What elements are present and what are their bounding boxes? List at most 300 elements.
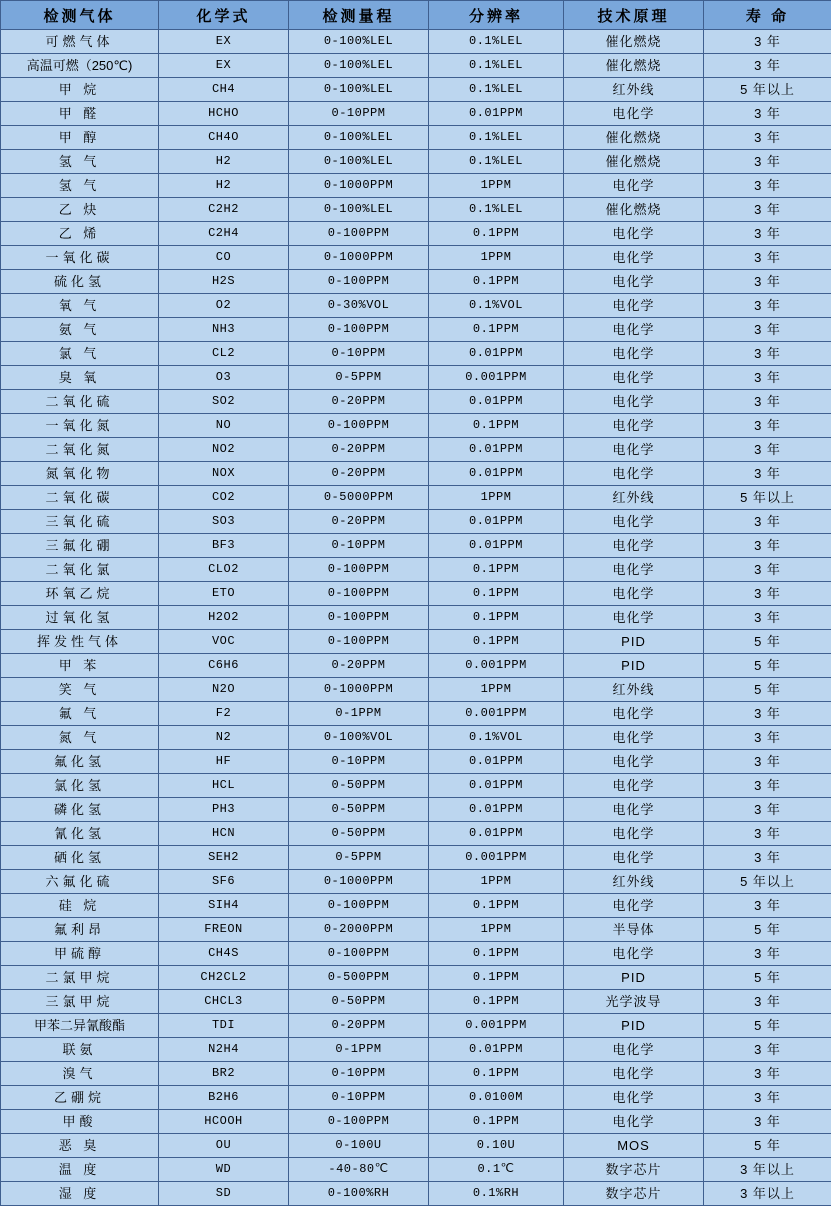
cell-principle: 数字芯片 xyxy=(564,1182,704,1206)
cell-life: 3 年 xyxy=(704,510,831,534)
cell-range: 0-100%LEL xyxy=(289,78,429,102)
table-row xyxy=(1,54,831,78)
table-body xyxy=(1,30,831,1206)
cell-principle: 电化学 xyxy=(564,102,704,126)
cell-life: 3 年 xyxy=(704,318,831,342)
cell-life: 3 年 xyxy=(704,990,831,1014)
cell-principle: MOS xyxy=(564,1134,704,1158)
cell-life: 5 年 xyxy=(704,654,831,678)
cell-range: 0-1000PPM xyxy=(289,246,429,270)
table-row xyxy=(1,750,831,774)
cell-range: 0-50PPM xyxy=(289,774,429,798)
cell-resolution: 0.01PPM xyxy=(429,822,564,846)
cell-name: 二氧化氯 xyxy=(1,558,159,582)
cell-formula: CH4 xyxy=(159,78,289,102)
cell-principle: 电化学 xyxy=(564,1110,704,1134)
table-row xyxy=(1,798,831,822)
cell-formula: CO xyxy=(159,246,289,270)
cell-range: 0-20PPM xyxy=(289,654,429,678)
cell-life: 3 年 xyxy=(704,942,831,966)
cell-formula: HCN xyxy=(159,822,289,846)
cell-principle: 电化学 xyxy=(564,318,704,342)
cell-life: 5 年以上 xyxy=(704,486,831,510)
cell-life: 3 年 xyxy=(704,102,831,126)
cell-range: 0-1PPM xyxy=(289,1038,429,1062)
table-row xyxy=(1,822,831,846)
cell-principle: 电化学 xyxy=(564,510,704,534)
cell-formula: N2O xyxy=(159,678,289,702)
cell-name: 甲 苯 xyxy=(1,654,159,678)
cell-name: 硅 烷 xyxy=(1,894,159,918)
table-row xyxy=(1,870,831,894)
cell-name: 氢 气 xyxy=(1,150,159,174)
table-row xyxy=(1,270,831,294)
cell-range: 0-10PPM xyxy=(289,750,429,774)
cell-name: 高温可燃（250℃) xyxy=(1,54,159,78)
table-row xyxy=(1,1086,831,1110)
cell-principle: 电化学 xyxy=(564,774,704,798)
cell-formula: CH4S xyxy=(159,942,289,966)
cell-name: 乙 烯 xyxy=(1,222,159,246)
cell-resolution: 0.1PPM xyxy=(429,1110,564,1134)
cell-formula: F2 xyxy=(159,702,289,726)
cell-formula: WD xyxy=(159,1158,289,1182)
table-row xyxy=(1,366,831,390)
cell-range: 0-100PPM xyxy=(289,414,429,438)
cell-life: 3 年 xyxy=(704,750,831,774)
cell-principle: 催化燃烧 xyxy=(564,54,704,78)
cell-range: 0-1000PPM xyxy=(289,678,429,702)
cell-principle: 红外线 xyxy=(564,78,704,102)
cell-principle: 电化学 xyxy=(564,1086,704,1110)
cell-resolution: 0.1%VOL xyxy=(429,726,564,750)
cell-life: 5 年 xyxy=(704,918,831,942)
cell-life: 3 年 xyxy=(704,822,831,846)
cell-range: 0-20PPM xyxy=(289,438,429,462)
cell-range: 0-100PPM xyxy=(289,222,429,246)
table-row xyxy=(1,78,831,102)
cell-resolution: 0.01PPM xyxy=(429,750,564,774)
cell-life: 3 年 xyxy=(704,438,831,462)
cell-life: 5 年以上 xyxy=(704,870,831,894)
cell-range: 0-1000PPM xyxy=(289,870,429,894)
cell-life: 3 年 xyxy=(704,390,831,414)
cell-resolution: 0.01PPM xyxy=(429,510,564,534)
cell-resolution: 0.1%VOL xyxy=(429,294,564,318)
cell-name: 磷化氢 xyxy=(1,798,159,822)
cell-formula: CH2CL2 xyxy=(159,966,289,990)
cell-life: 3 年 xyxy=(704,702,831,726)
table-row xyxy=(1,558,831,582)
cell-range: 0-10PPM xyxy=(289,534,429,558)
cell-principle: 电化学 xyxy=(564,750,704,774)
cell-name: 甲硫醇 xyxy=(1,942,159,966)
table-row xyxy=(1,1110,831,1134)
cell-name: 氟 气 xyxy=(1,702,159,726)
cell-resolution: 0.1%LEL xyxy=(429,54,564,78)
cell-name: 二氯甲烷 xyxy=(1,966,159,990)
cell-formula: HCHO xyxy=(159,102,289,126)
table-row xyxy=(1,438,831,462)
table-row xyxy=(1,702,831,726)
cell-name: 六氟化硫 xyxy=(1,870,159,894)
cell-resolution: 0.01PPM xyxy=(429,438,564,462)
cell-life: 3 年 xyxy=(704,894,831,918)
cell-resolution: 1PPM xyxy=(429,174,564,198)
cell-formula: NO2 xyxy=(159,438,289,462)
table-row xyxy=(1,1062,831,1086)
cell-formula: SO2 xyxy=(159,390,289,414)
cell-resolution: 0.01PPM xyxy=(429,798,564,822)
cell-range: 0-20PPM xyxy=(289,510,429,534)
cell-life: 3 年 xyxy=(704,150,831,174)
cell-life: 3 年 xyxy=(704,558,831,582)
cell-formula: HCOOH xyxy=(159,1110,289,1134)
cell-formula: EX xyxy=(159,54,289,78)
table-row xyxy=(1,966,831,990)
cell-principle: PID xyxy=(564,630,704,654)
cell-formula: CLO2 xyxy=(159,558,289,582)
cell-principle: 电化学 xyxy=(564,606,704,630)
cell-formula: SIH4 xyxy=(159,894,289,918)
cell-life: 3 年 xyxy=(704,294,831,318)
column-header-formula: 化学式 xyxy=(159,1,289,30)
cell-resolution: 0.1PPM xyxy=(429,582,564,606)
cell-resolution: 0.1%RH xyxy=(429,1182,564,1206)
cell-resolution: 0.1%LEL xyxy=(429,126,564,150)
cell-formula: H2O2 xyxy=(159,606,289,630)
cell-formula: CHCL3 xyxy=(159,990,289,1014)
cell-name: 乙硼烷 xyxy=(1,1086,159,1110)
cell-formula: H2 xyxy=(159,174,289,198)
cell-formula: NH3 xyxy=(159,318,289,342)
cell-life: 3 年 xyxy=(704,798,831,822)
cell-formula: SEH2 xyxy=(159,846,289,870)
cell-principle: 电化学 xyxy=(564,534,704,558)
cell-life: 3 年 xyxy=(704,174,831,198)
cell-range: 0-100%RH xyxy=(289,1182,429,1206)
cell-range: 0-1PPM xyxy=(289,702,429,726)
cell-formula: HF xyxy=(159,750,289,774)
cell-name: 湿 度 xyxy=(1,1182,159,1206)
cell-range: 0-50PPM xyxy=(289,798,429,822)
cell-range: -40-80℃ xyxy=(289,1158,429,1182)
cell-resolution: 0.1PPM xyxy=(429,990,564,1014)
cell-life: 5 年 xyxy=(704,1014,831,1038)
cell-range: 0-50PPM xyxy=(289,822,429,846)
table-row xyxy=(1,630,831,654)
cell-name: 联氨 xyxy=(1,1038,159,1062)
cell-formula: OU xyxy=(159,1134,289,1158)
cell-resolution: 0.1℃ xyxy=(429,1158,564,1182)
cell-resolution: 0.01PPM xyxy=(429,774,564,798)
cell-life: 3 年 xyxy=(704,54,831,78)
cell-resolution: 0.0100M xyxy=(429,1086,564,1110)
cell-life: 3 年 xyxy=(704,582,831,606)
cell-life: 3 年 xyxy=(704,846,831,870)
cell-principle: 电化学 xyxy=(564,294,704,318)
cell-name: 二氧化氮 xyxy=(1,438,159,462)
table-row xyxy=(1,606,831,630)
cell-principle: 电化学 xyxy=(564,366,704,390)
table-row xyxy=(1,1158,831,1182)
cell-life: 3 年 xyxy=(704,342,831,366)
cell-resolution: 0.001PPM xyxy=(429,654,564,678)
table-row xyxy=(1,1134,831,1158)
cell-name: 二氧化硫 xyxy=(1,390,159,414)
cell-life: 3 年 xyxy=(704,462,831,486)
cell-name: 氧 气 xyxy=(1,294,159,318)
cell-name: 氯化氢 xyxy=(1,774,159,798)
cell-range: 0-2000PPM xyxy=(289,918,429,942)
table-row xyxy=(1,150,831,174)
cell-resolution: 1PPM xyxy=(429,918,564,942)
cell-resolution: 0.1PPM xyxy=(429,222,564,246)
cell-range: 0-100PPM xyxy=(289,582,429,606)
cell-range: 0-100PPM xyxy=(289,630,429,654)
cell-life: 3 年 xyxy=(704,126,831,150)
table-row xyxy=(1,246,831,270)
cell-principle: 红外线 xyxy=(564,678,704,702)
cell-principle: 电化学 xyxy=(564,558,704,582)
table-row xyxy=(1,174,831,198)
table-row xyxy=(1,582,831,606)
cell-name: 硫化氢 xyxy=(1,270,159,294)
cell-name: 恶 臭 xyxy=(1,1134,159,1158)
cell-principle: 电化学 xyxy=(564,798,704,822)
cell-range: 0-30%VOL xyxy=(289,294,429,318)
cell-principle: 电化学 xyxy=(564,822,704,846)
cell-principle: 催化燃烧 xyxy=(564,30,704,54)
cell-resolution: 0.1PPM xyxy=(429,630,564,654)
cell-range: 0-100%LEL xyxy=(289,126,429,150)
cell-formula: NO xyxy=(159,414,289,438)
cell-principle: 电化学 xyxy=(564,702,704,726)
cell-formula: CO2 xyxy=(159,486,289,510)
table-row xyxy=(1,102,831,126)
cell-range: 0-10PPM xyxy=(289,342,429,366)
cell-name: 甲 烷 xyxy=(1,78,159,102)
cell-range: 0-20PPM xyxy=(289,462,429,486)
table-row xyxy=(1,486,831,510)
cell-range: 0-50PPM xyxy=(289,990,429,1014)
cell-formula: C2H4 xyxy=(159,222,289,246)
cell-life: 3 年 xyxy=(704,270,831,294)
cell-principle: 电化学 xyxy=(564,1038,704,1062)
cell-principle: 半导体 xyxy=(564,918,704,942)
cell-resolution: 0.1PPM xyxy=(429,606,564,630)
cell-resolution: 1PPM xyxy=(429,870,564,894)
cell-name: 氟化氢 xyxy=(1,750,159,774)
cell-principle: 电化学 xyxy=(564,438,704,462)
cell-range: 0-10PPM xyxy=(289,1086,429,1110)
cell-principle: 催化燃烧 xyxy=(564,150,704,174)
cell-formula: SF6 xyxy=(159,870,289,894)
cell-principle: 红外线 xyxy=(564,870,704,894)
cell-principle: 电化学 xyxy=(564,390,704,414)
table-row xyxy=(1,774,831,798)
cell-range: 0-10PPM xyxy=(289,102,429,126)
table-header xyxy=(1,1,831,30)
table-row xyxy=(1,30,831,54)
cell-resolution: 0.01PPM xyxy=(429,534,564,558)
cell-formula: CL2 xyxy=(159,342,289,366)
cell-principle: 电化学 xyxy=(564,582,704,606)
cell-range: 0-100PPM xyxy=(289,606,429,630)
cell-resolution: 0.10U xyxy=(429,1134,564,1158)
cell-range: 0-100U xyxy=(289,1134,429,1158)
cell-formula: BR2 xyxy=(159,1062,289,1086)
cell-resolution: 1PPM xyxy=(429,246,564,270)
cell-resolution: 0.1PPM xyxy=(429,1062,564,1086)
cell-name: 可燃气体 xyxy=(1,30,159,54)
cell-principle: 电化学 xyxy=(564,462,704,486)
cell-formula: SO3 xyxy=(159,510,289,534)
table-row xyxy=(1,198,831,222)
cell-life: 3 年 xyxy=(704,1062,831,1086)
cell-range: 0-100PPM xyxy=(289,270,429,294)
cell-formula: CH4O xyxy=(159,126,289,150)
cell-name: 甲苯二异氰酸酯 xyxy=(1,1014,159,1038)
cell-principle: 电化学 xyxy=(564,894,704,918)
cell-life: 3 年 xyxy=(704,1038,831,1062)
cell-formula: FREON xyxy=(159,918,289,942)
cell-name: 氰化氢 xyxy=(1,822,159,846)
cell-principle: 催化燃烧 xyxy=(564,198,704,222)
table-row xyxy=(1,1182,831,1206)
cell-formula: O3 xyxy=(159,366,289,390)
cell-formula: TDI xyxy=(159,1014,289,1038)
table-row xyxy=(1,654,831,678)
cell-name: 一氧化氮 xyxy=(1,414,159,438)
table-row xyxy=(1,510,831,534)
cell-resolution: 0.01PPM xyxy=(429,102,564,126)
cell-formula: NOX xyxy=(159,462,289,486)
cell-life: 3 年 xyxy=(704,606,831,630)
cell-principle: 电化学 xyxy=(564,222,704,246)
cell-resolution: 0.001PPM xyxy=(429,846,564,870)
cell-range: 0-20PPM xyxy=(289,390,429,414)
cell-formula: HCL xyxy=(159,774,289,798)
cell-formula: BF3 xyxy=(159,534,289,558)
cell-name: 甲 醇 xyxy=(1,126,159,150)
cell-name: 乙 炔 xyxy=(1,198,159,222)
cell-life: 3 年以上 xyxy=(704,1158,831,1182)
cell-name: 笑 气 xyxy=(1,678,159,702)
cell-range: 0-500PPM xyxy=(289,966,429,990)
cell-principle: 电化学 xyxy=(564,342,704,366)
cell-name: 甲 醛 xyxy=(1,102,159,126)
cell-name: 臭 氧 xyxy=(1,366,159,390)
cell-resolution: 1PPM xyxy=(429,678,564,702)
cell-principle: 电化学 xyxy=(564,726,704,750)
cell-range: 0-5PPM xyxy=(289,366,429,390)
cell-resolution: 0.01PPM xyxy=(429,1038,564,1062)
cell-name: 三氟化硼 xyxy=(1,534,159,558)
cell-resolution: 0.1PPM xyxy=(429,414,564,438)
column-header-principle: 技术原理 xyxy=(564,1,704,30)
cell-resolution: 0.1PPM xyxy=(429,966,564,990)
cell-formula: O2 xyxy=(159,294,289,318)
cell-formula: C6H6 xyxy=(159,654,289,678)
table-row xyxy=(1,318,831,342)
cell-formula: PH3 xyxy=(159,798,289,822)
table-row xyxy=(1,918,831,942)
cell-resolution: 0.1%LEL xyxy=(429,198,564,222)
column-header-life: 寿 命 xyxy=(704,1,831,30)
cell-life: 3 年 xyxy=(704,534,831,558)
cell-range: 0-100%LEL xyxy=(289,30,429,54)
table-row xyxy=(1,126,831,150)
cell-life: 3 年 xyxy=(704,1110,831,1134)
cell-resolution: 0.001PPM xyxy=(429,1014,564,1038)
cell-name: 过氧化氢 xyxy=(1,606,159,630)
table-row xyxy=(1,990,831,1014)
table-row xyxy=(1,894,831,918)
cell-range: 0-10PPM xyxy=(289,1062,429,1086)
cell-resolution: 0.001PPM xyxy=(429,702,564,726)
cell-resolution: 0.1%LEL xyxy=(429,150,564,174)
table-row xyxy=(1,1014,831,1038)
table-row xyxy=(1,534,831,558)
cell-principle: PID xyxy=(564,654,704,678)
cell-life: 3 年 xyxy=(704,366,831,390)
table-row xyxy=(1,1038,831,1062)
cell-principle: 电化学 xyxy=(564,942,704,966)
cell-name: 氟利昂 xyxy=(1,918,159,942)
cell-formula: N2H4 xyxy=(159,1038,289,1062)
cell-range: 0-100%VOL xyxy=(289,726,429,750)
cell-life: 3 年 xyxy=(704,222,831,246)
cell-resolution: 0.001PPM xyxy=(429,366,564,390)
table-row xyxy=(1,942,831,966)
cell-resolution: 0.01PPM xyxy=(429,390,564,414)
cell-range: 0-100PPM xyxy=(289,894,429,918)
cell-range: 0-100PPM xyxy=(289,558,429,582)
cell-principle: 电化学 xyxy=(564,846,704,870)
cell-life: 5 年 xyxy=(704,630,831,654)
cell-range: 0-1000PPM xyxy=(289,174,429,198)
cell-principle: 数字芯片 xyxy=(564,1158,704,1182)
cell-principle: 催化燃烧 xyxy=(564,126,704,150)
cell-life: 3 年 xyxy=(704,774,831,798)
cell-formula: EX xyxy=(159,30,289,54)
cell-name: 氨 气 xyxy=(1,318,159,342)
cell-resolution: 0.1PPM xyxy=(429,942,564,966)
cell-resolution: 0.1PPM xyxy=(429,558,564,582)
cell-name: 硒化氢 xyxy=(1,846,159,870)
cell-resolution: 0.1%LEL xyxy=(429,78,564,102)
cell-principle: PID xyxy=(564,966,704,990)
column-header-range: 检测量程 xyxy=(289,1,429,30)
cell-range: 0-100%LEL xyxy=(289,198,429,222)
cell-life: 5 年 xyxy=(704,1134,831,1158)
cell-range: 0-5000PPM xyxy=(289,486,429,510)
cell-name: 挥发性气体 xyxy=(1,630,159,654)
cell-formula: H2 xyxy=(159,150,289,174)
cell-name: 一氧化碳 xyxy=(1,246,159,270)
table-header-row xyxy=(1,1,831,30)
cell-life: 3 年 xyxy=(704,30,831,54)
table-row xyxy=(1,726,831,750)
cell-principle: 电化学 xyxy=(564,174,704,198)
cell-resolution: 0.1PPM xyxy=(429,894,564,918)
cell-life: 3 年 xyxy=(704,1086,831,1110)
table-row xyxy=(1,462,831,486)
column-header-gas: 检测气体 xyxy=(1,1,159,30)
table-row xyxy=(1,222,831,246)
cell-resolution: 0.01PPM xyxy=(429,342,564,366)
